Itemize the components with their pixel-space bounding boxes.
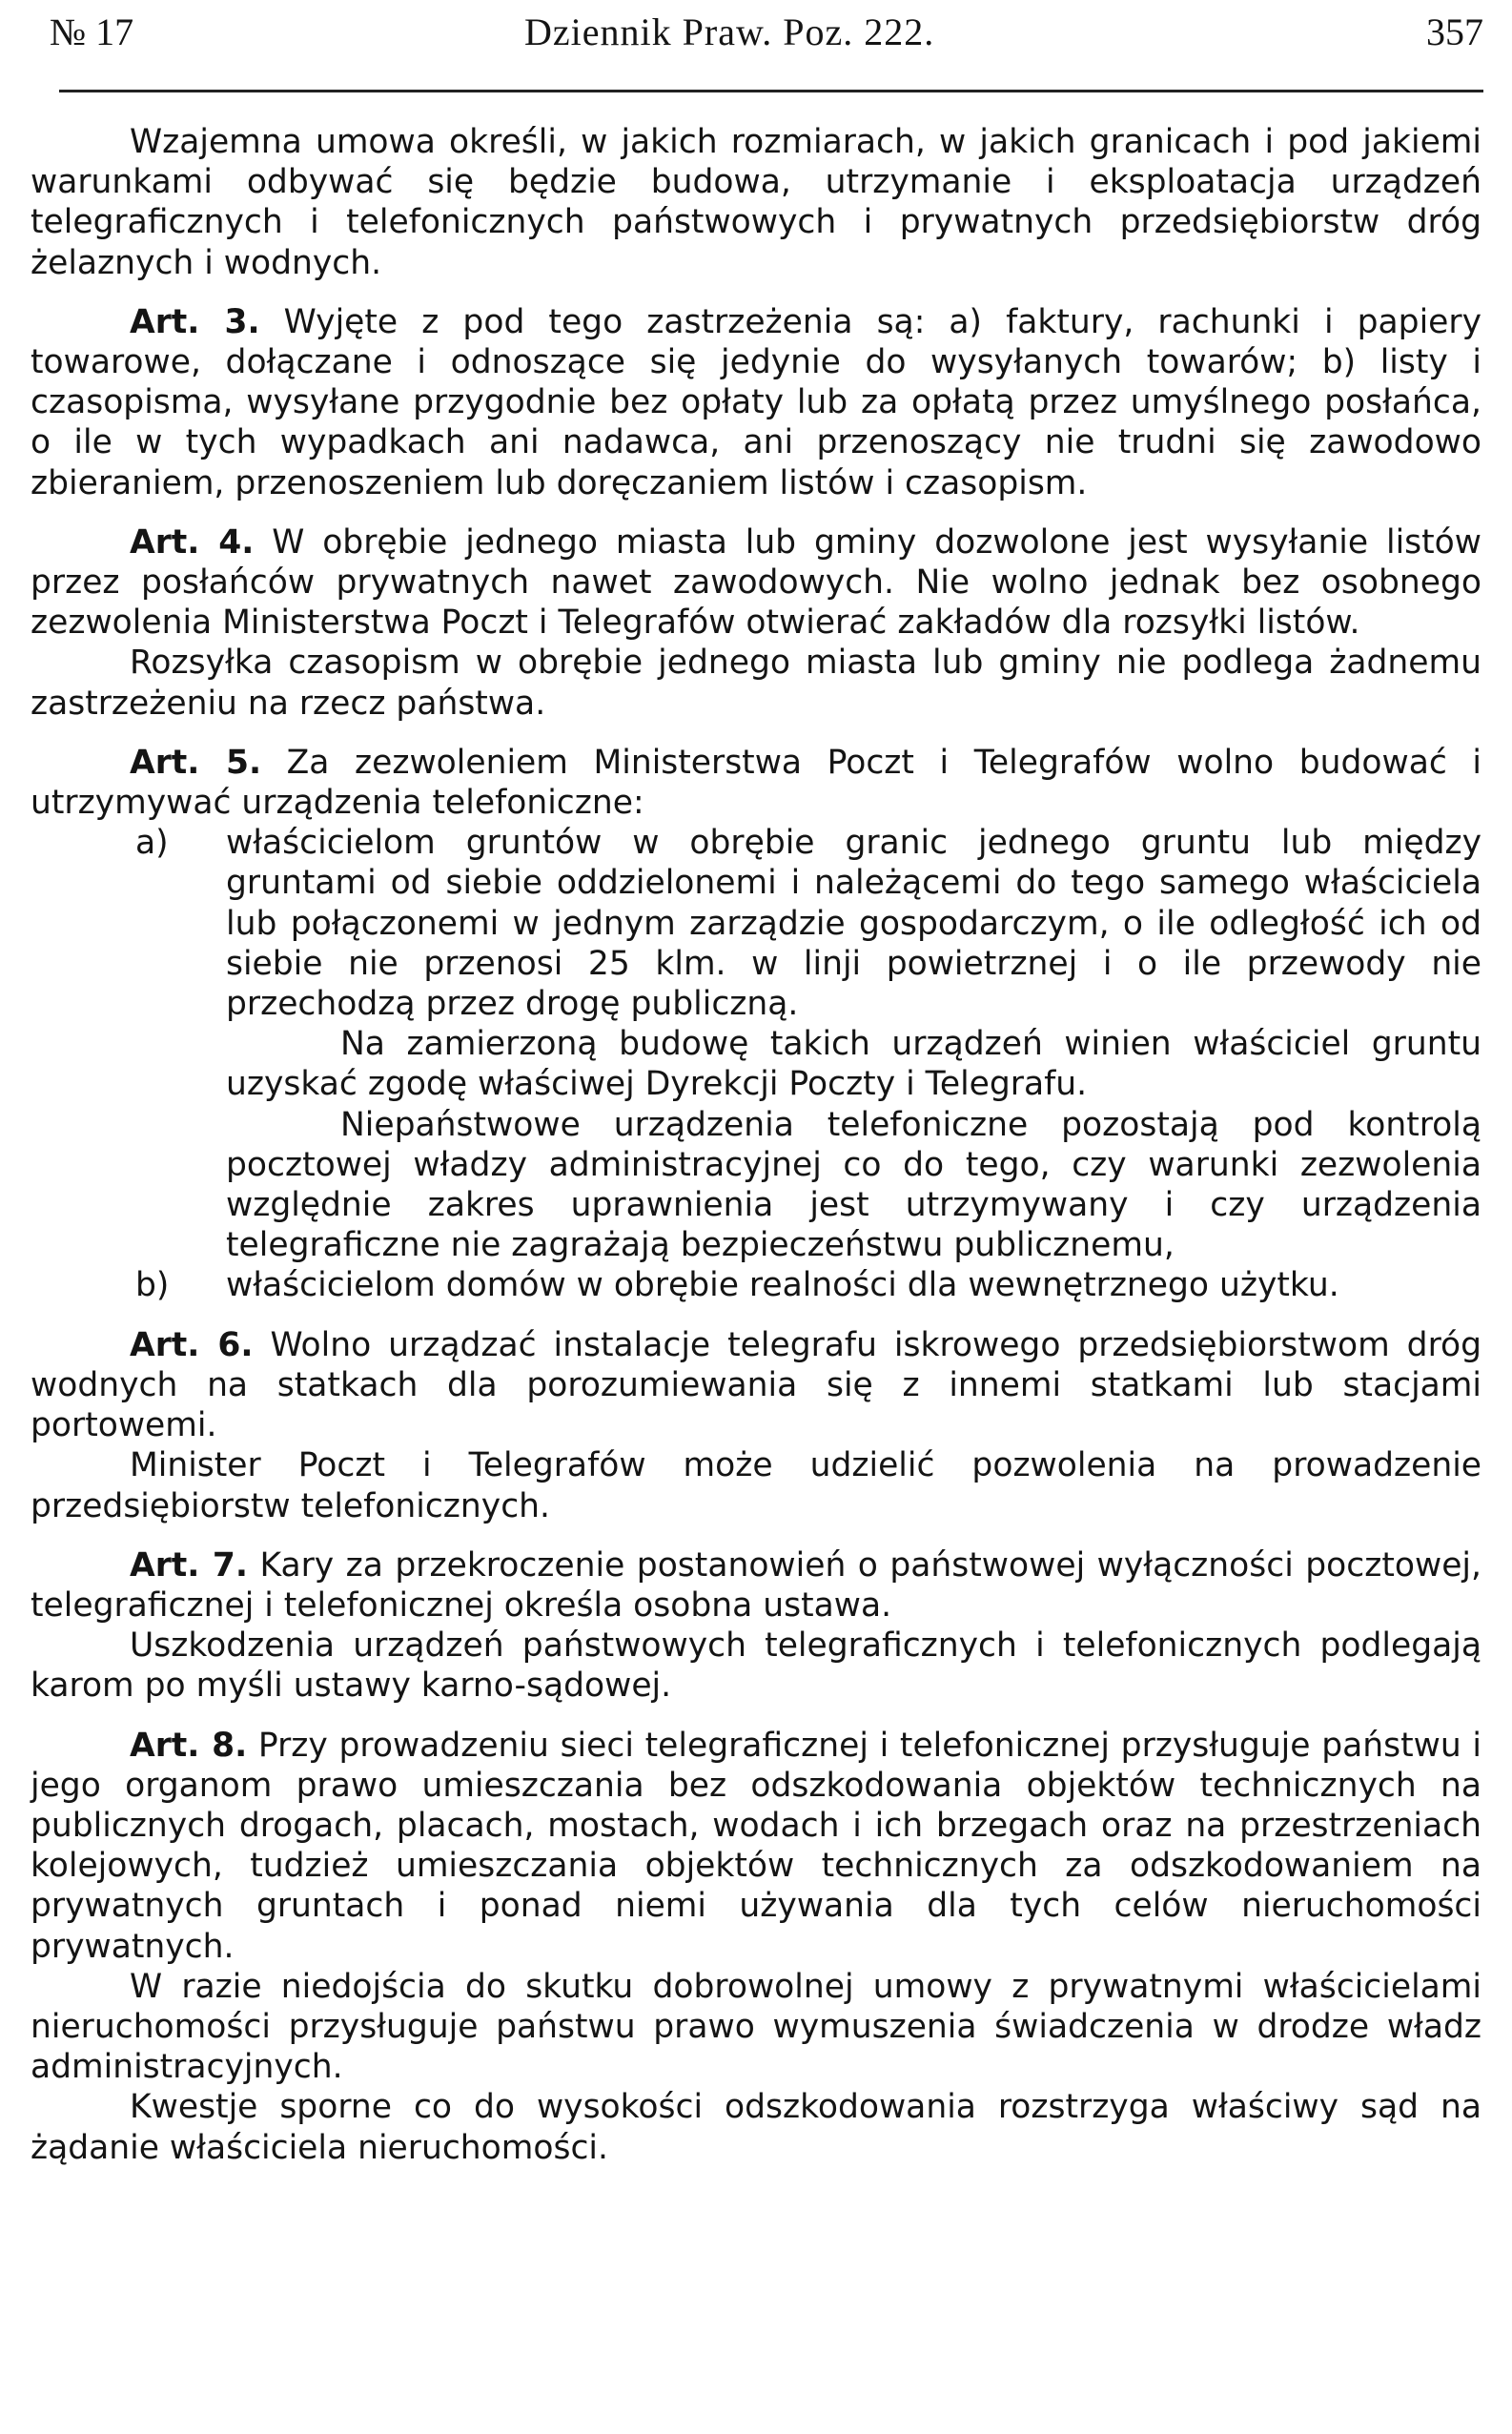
list-item-b xyxy=(31,1265,1481,1305)
article-7-paragraph-2: Uszkodzenia urządzeń państwowych telegraficznych i telefonicznych podlegają karom po myśli ustawy karno-sądowej. xyxy=(31,1626,1481,1706)
article-label: Art. 8. xyxy=(130,1726,248,1765)
list-item-a-paragraph-3: Niepaństwowe urządzenia telefoniczne pozostają pod kontrolą pocztowej władzy administracyjnej co do tego, czy warunki zezwolenia względnie zakres uprawnienia jest utrzymywany i czy urządzenia telegraficzne nie zagrażają bezpieczeństwu publicznemu, xyxy=(226,1105,1481,1265)
article-label: Art. 7. xyxy=(130,1545,248,1585)
journal-number: № 17 xyxy=(50,10,134,53)
page-header xyxy=(29,4,1487,61)
article-label: Art. 5. xyxy=(130,743,262,782)
article-text: Kary za przekroczenie postanowień o państwowej wyłączności pocztowej, telegraficznej i telefonicznej określa osobna ustawa. xyxy=(31,1545,1481,1625)
list-item-a xyxy=(31,823,1481,1024)
article-text: Za zezwoleniem Ministerstwa Poczt i Telegrafów wolno budować i utrzymywać urządzenia telefoniczne: xyxy=(31,743,1481,823)
article-label: Art. 6. xyxy=(130,1325,254,1364)
list-item-text: właścicielom gruntów w obrębie granic jednego gruntu lub między gruntami od siebie oddzielonemi i należącemi do tego samego właściciela lub połączonemi w jednym zarządzie gospodarczym, o ile odległość ich od siebie nie przenosi 25 klm. w linji powietrznej i o ile przewody nie przechodzą przez drogę publiczną. xyxy=(226,824,1481,1024)
intro-paragraph: Wzajemna umowa określi, w jakich rozmiarach, w jakich granicach i pod jakiemi warunkami odbywać się będzie budowa, utrzymanie i eksploatacja urządzeń telegraficznych i telefonicznych państwowych i prywatnych przedsiębiorstw dróg żelaznych i wodnych. xyxy=(31,123,1481,282)
list-item-text: właścicielom domów w obrębie realności dla wewnętrznego użytku. xyxy=(226,1266,1339,1305)
article-text: Wyjęte z pod tego zastrzeżenia są: a) faktury, rachunki i papiery towarowe, dołączane i odnoszące się jedynie do wysyłanych towarów; b) listy i czasopisma, wysyłane przygodnie bez opłaty lub za opłatą przez umyślnego posłańca, o ile w tych wypadkach ani nadawca, ani przenoszący nie trudni się zawodowo zbieraniem, przenoszeniem lub doręczaniem listów i czasopism. xyxy=(31,302,1481,502)
article-text: Wolno urządzać instalacje telegrafu iskrowego przedsiębiorstwom dróg wodnych na statkach dla porozumiewania się z innemi statkami lub stacjami portowemi. xyxy=(31,1325,1482,1445)
article-8-paragraph-2: W razie niedojścia do skutku dobrowolnej umowy z prywatnymi właścicielami nieruchomości przysługuje państwu prawo wymuszenia świadczenia w drodze władz administracyjnych. xyxy=(31,1967,1481,2087)
article-4 xyxy=(31,522,1481,644)
article-5 xyxy=(31,743,1481,823)
article-6-paragraph-2: Minister Poczt i Telegrafów może udzielić pozwolenia na prowadzenie przedsiębiorstw telefonicznych. xyxy=(31,1446,1481,1525)
article-label: Art. 4. xyxy=(130,522,255,562)
page-number: 357 xyxy=(1426,10,1483,53)
article-text: W obrębie jednego miasta lub gminy dozwolone jest wysyłanie listów przez posłańców prywatnych nawet zawodowych. Nie wolno jednak bez osobnego zezwolenia Ministerstwa Poczt i Telegrafów otwierać zakładów dla rozsyłki listów. xyxy=(31,522,1481,643)
list-item-a-paragraph-2: Na zamierzoną budowę takich urządzeń winien właściciel gruntu uzyskać zgodę właściwej Dyrekcji Poczty i Telegrafu. xyxy=(226,1025,1481,1104)
article-3 xyxy=(31,302,1481,503)
article-7 xyxy=(31,1545,1481,1626)
article-8 xyxy=(31,1726,1481,1967)
header-rule xyxy=(59,90,1483,92)
journal-title: Dziennik Praw. Poz. 222. xyxy=(524,10,935,53)
list-item-label: b) xyxy=(135,1266,170,1305)
article-label: Art. 3. xyxy=(130,302,260,341)
article-6 xyxy=(31,1325,1481,1446)
article-8-paragraph-3: Kwestje sporne co do wysokości odszkodowania rozstrzyga właściwy sąd na żądanie właściciela nieruchomości. xyxy=(31,2088,1481,2167)
article-text: Przy prowadzeniu sieci telegraficznej i telefonicznej przysługuje państwu i jego organom prawo umieszczania bez odszkodowania objektów technicznych na publicznych drogach, placach, mostach, wodach i ich brzegach oraz na przestrzeniach kolejowych, tudzież umieszczania objektów technicznych za odszkodowaniem na prywatnych gruntach i ponad niemi używania dla tych celów nieruchomości prywatnych. xyxy=(31,1726,1482,1966)
list-item-label: a) xyxy=(135,824,169,863)
document-body xyxy=(31,122,1481,2168)
article-4-paragraph-2: Rozsyłka czasopism w obrębie jednego miasta lub gminy nie podlega żadnemu zastrzeżeniu na rzecz państwa. xyxy=(31,644,1481,723)
